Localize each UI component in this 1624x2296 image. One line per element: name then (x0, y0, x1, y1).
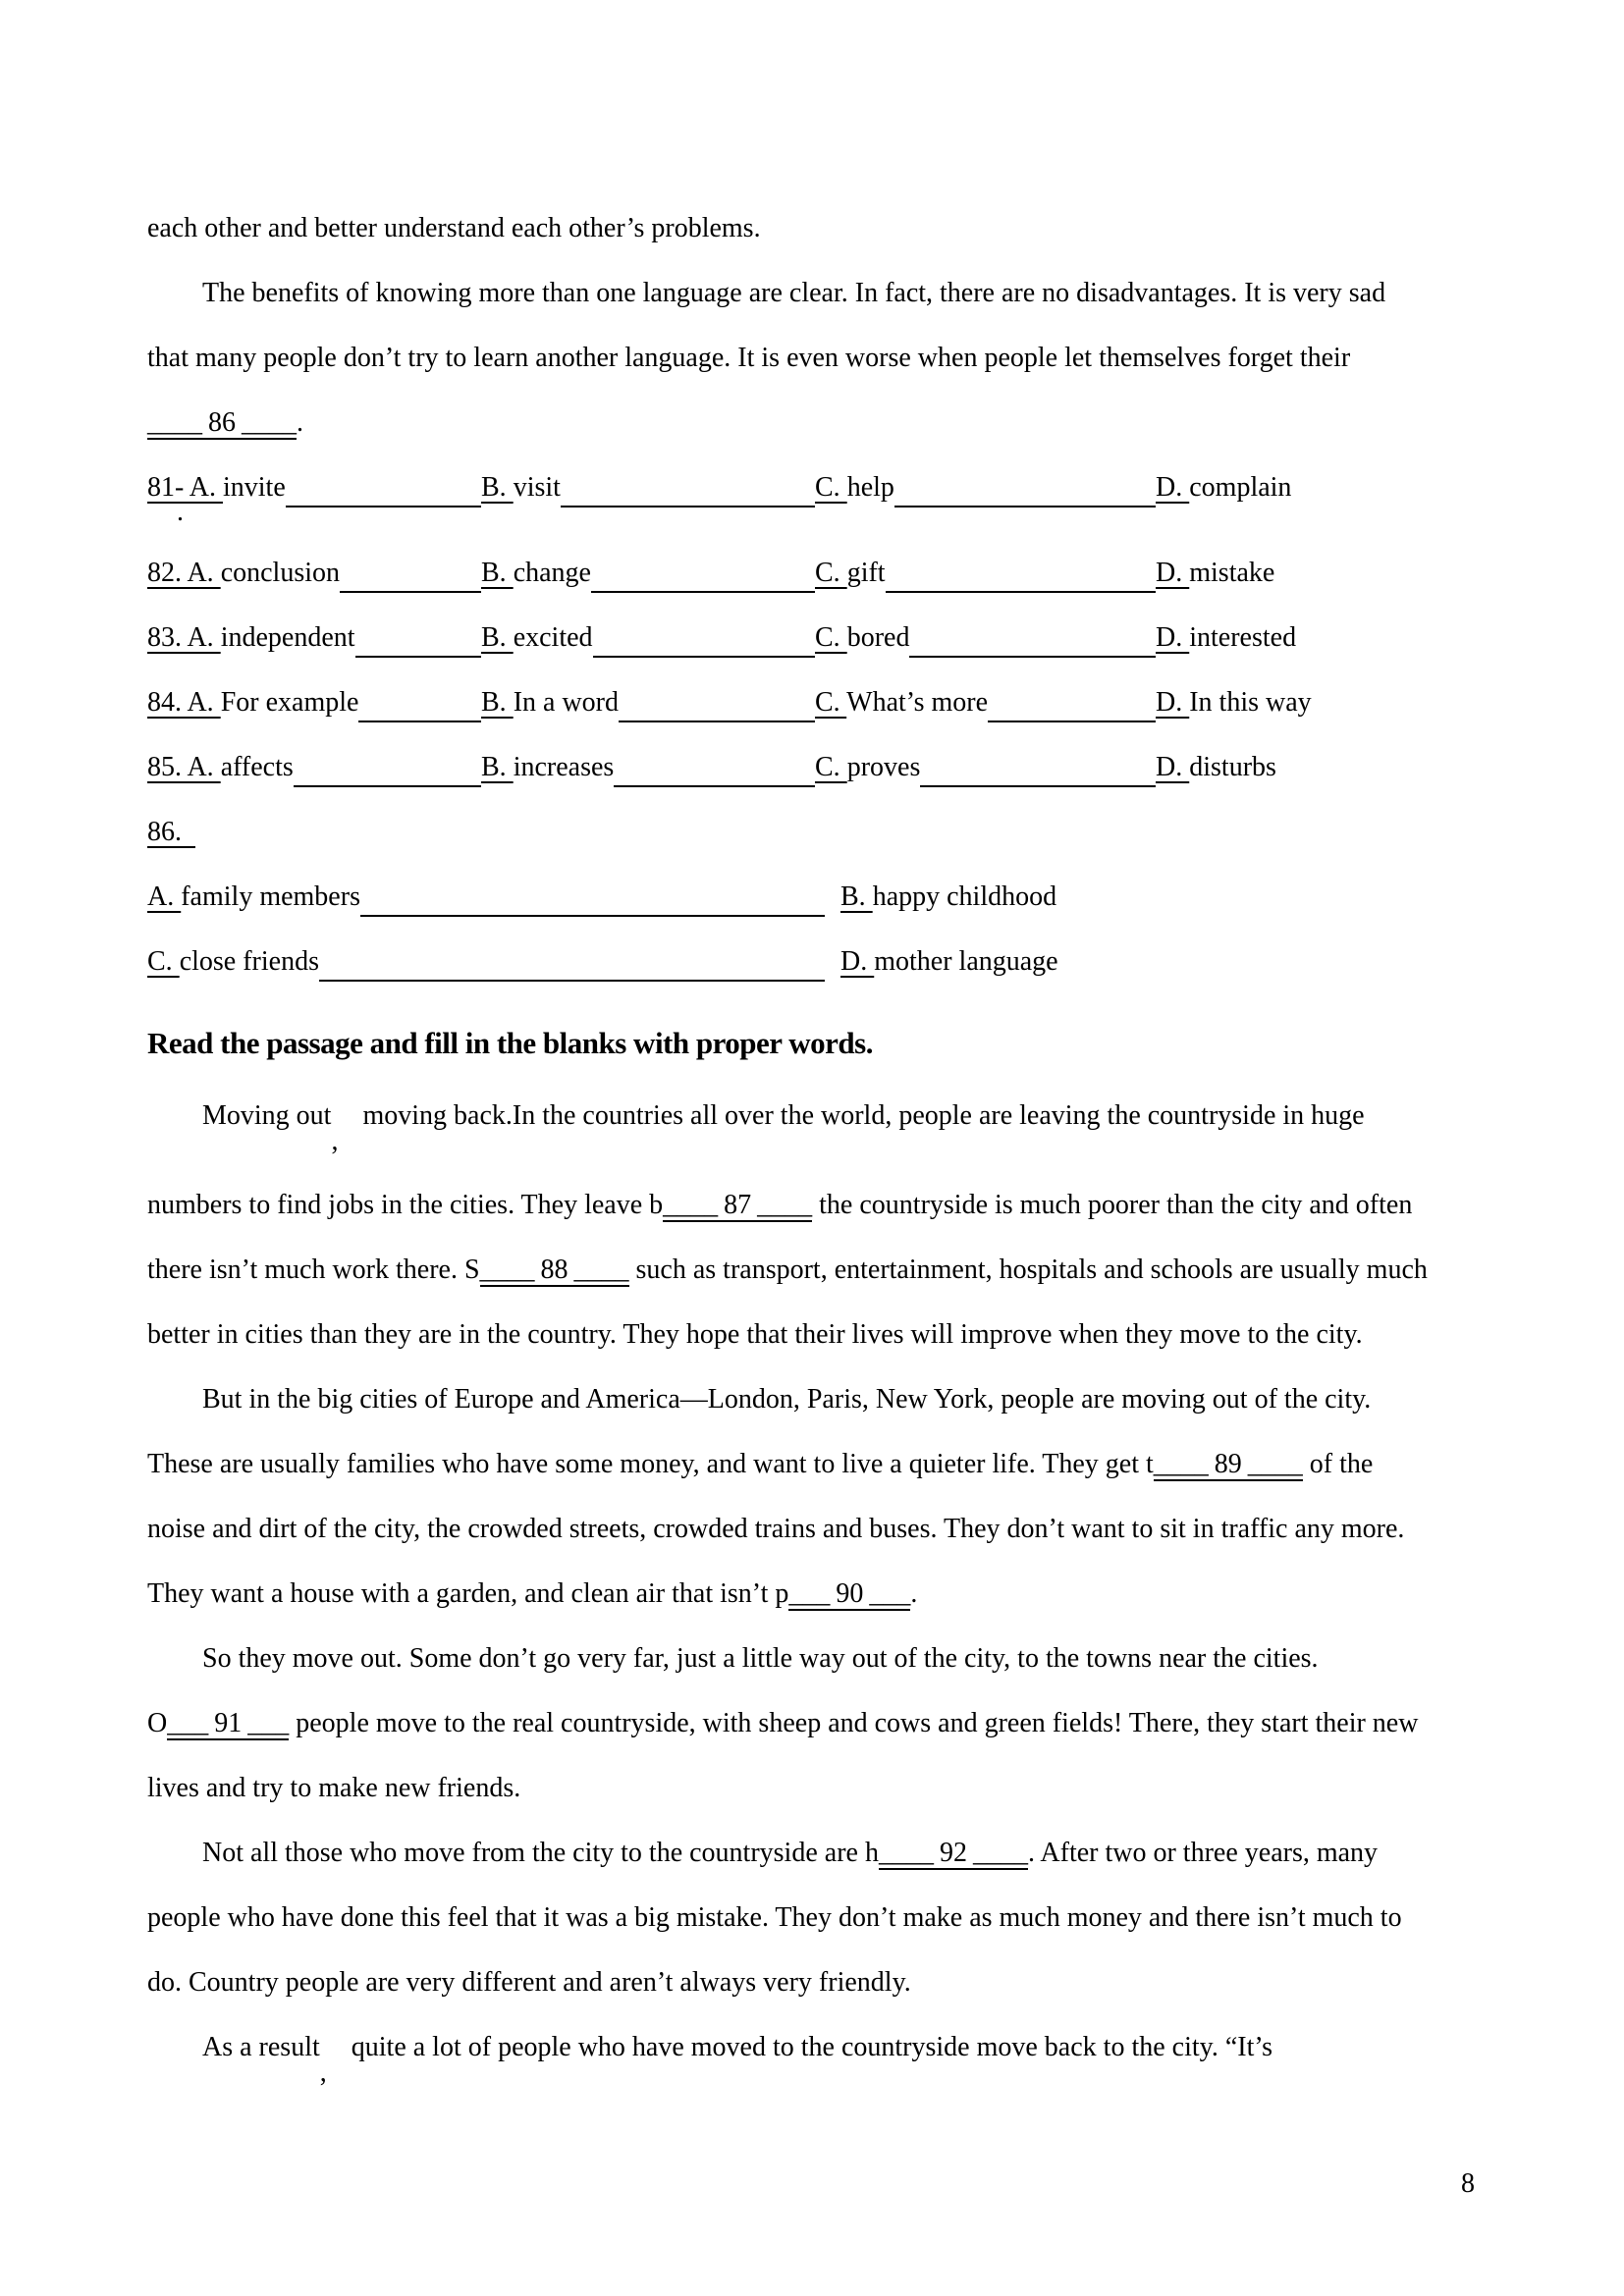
option-label: C. (815, 622, 847, 653)
option-label: D. (1156, 472, 1190, 503)
option-label: D. (840, 946, 875, 977)
option-b: B. happy childhood (840, 881, 1057, 912)
option-a: 83. A. independent (147, 606, 481, 670)
answer-blank-line (920, 785, 1156, 787)
question-86-options (147, 865, 1492, 994)
mc-question-row-82 (147, 541, 1492, 606)
answer-blank-line (358, 721, 481, 722)
text-line: O___ 91 ___ people move to the real countryside, with sheep and cows and green fields! There, they start their new (147, 1708, 1419, 1738)
answer-blank-line (909, 656, 1156, 658)
answer-blank-line (340, 591, 481, 593)
fill-blank-88: ____ 88 ____ (479, 1255, 629, 1285)
option-b: B. increases (481, 735, 815, 800)
answer-blank-line (319, 980, 825, 982)
option-a: A. family members (147, 865, 825, 930)
option-label: C. (815, 472, 847, 503)
option-label: 85. A. (147, 752, 221, 782)
answer-blank-line (561, 506, 815, 507)
option-d: D. In this way (1156, 687, 1312, 718)
intro-paragraph (147, 196, 1492, 455)
option-d: D. mistake (1156, 558, 1275, 588)
fullwidth-comma: , (331, 1126, 339, 1156)
page-number: 8 (1461, 2168, 1475, 2199)
option-label: 81- A. (147, 472, 223, 503)
option-b: B. visit (481, 455, 815, 520)
option-c: C. gift (815, 541, 1156, 606)
text-line: They want a house with a garden, and clean air that isn’t p___ 90 ___. (147, 1578, 918, 1609)
text-line: do. Country people are very different and aren’t always very friendly. (147, 1967, 911, 1998)
question-86-option-row (147, 865, 1492, 930)
text-line: ____ 86 ____. (147, 407, 303, 438)
answer-blank-line (593, 656, 815, 658)
cloze-passage (147, 1084, 1492, 2088)
option-a: 82. A. conclusion (147, 541, 481, 606)
mc-question-row-84 (147, 670, 1492, 735)
option-label: D. (1156, 558, 1190, 588)
option-label: D. (1156, 622, 1190, 653)
answer-blank-line (286, 506, 481, 507)
text-line: The benefits of knowing more than one language are clear. In fact, there are no disadvantages. It is very sad (202, 278, 1386, 308)
mc-question-row-81 (147, 455, 1492, 527)
option-label: 84. A. (147, 687, 221, 718)
option-label: 82. A. (147, 558, 221, 588)
text-line: So they move out. Some don’t go very far, just a little way out of the city, to the towns near the cities. (202, 1643, 1319, 1674)
option-label: D. (1156, 752, 1190, 782)
text-line: These are usually families who have some money, and want to live a quieter life. They get t____ 89 ____ of the (147, 1449, 1374, 1479)
fill-blank-87: ____ 87 ____ (663, 1190, 813, 1220)
fill-blank-86: ____ 86 ____ (147, 407, 297, 438)
option-a: 81- A. invite (147, 455, 481, 520)
answer-blank-line (988, 721, 1156, 722)
fill-blank-92: ____ 92 ____ (878, 1838, 1028, 1868)
option-label: B. (481, 472, 514, 503)
answer-blank-line (614, 785, 815, 787)
option-label: 83. A. (147, 622, 221, 653)
option-label: B. (481, 687, 514, 718)
option-label: B. (481, 558, 514, 588)
option-label: C. (815, 687, 847, 718)
mc-question-row-83 (147, 606, 1492, 670)
option-c: C. bored (815, 606, 1156, 670)
text-line: But in the big cities of Europe and America—London, Paris, New York, people are moving out of the city. (202, 1384, 1372, 1415)
answer-blank-line (591, 591, 815, 593)
option-d: D. complain (1156, 472, 1292, 503)
text-line: there isn’t much work there. S____ 88 ____ such as transport, entertainment, hospitals and schools are usually much (147, 1255, 1428, 1285)
answer-blank-line (355, 656, 481, 658)
text-line: Not all those who move from the city to the countryside are h____ 92 ____. After two or three years, many (202, 1838, 1379, 1868)
option-c: C. help (815, 455, 1156, 520)
answer-blank-line (894, 506, 1156, 507)
option-c: C. proves (815, 735, 1156, 800)
option-label: D. (1156, 687, 1190, 718)
text-line: that many people don’t try to learn another language. It is even worse when people let themselves forget their (147, 343, 1351, 373)
option-d: D. disturbs (1156, 752, 1276, 782)
option-a: 85. A. affects (147, 735, 481, 800)
question-86-number-line (147, 800, 1492, 865)
option-d: D. mother language (840, 946, 1058, 977)
option-label: C. (815, 558, 847, 588)
option-a: 84. A. For example (147, 670, 481, 735)
option-label: A. (147, 881, 182, 912)
option-b: B. excited (481, 606, 815, 670)
text-line: each other and better understand each other’s problems. (147, 213, 761, 243)
text-line: lives and try to make new friends. (147, 1773, 521, 1803)
text-line: better in cities than they are in the country. They hope that their lives will improve when they move to the city. (147, 1319, 1363, 1350)
option-label: C. (147, 946, 180, 977)
option-c: C. close friends (147, 930, 825, 994)
text-line: numbers to find jobs in the cities. They leave b____ 87 ____ the countryside is much poorer than the city and often (147, 1190, 1413, 1220)
text-line: noise and dirt of the city, the crowded streets, crowded trains and buses. They don’t want to sit in traffic any more. (147, 1514, 1405, 1544)
text-line: people who have done this feel that it was a big mistake. They don’t make as much money and there isn’t much to (147, 1902, 1402, 1933)
question-86-option-row (147, 930, 1492, 994)
page-content (147, 196, 1492, 2105)
option-b: B. change (481, 541, 815, 606)
answer-blank-line (360, 915, 825, 917)
fullwidth-comma: , (319, 2057, 327, 2088)
option-label: B. (481, 752, 514, 782)
option-label: B. (481, 622, 514, 653)
text-line: As a result,quite a lot of people who have moved to the countryside move back to the city. “It’s (147, 2015, 1492, 2080)
option-d: D. interested (1156, 622, 1297, 653)
mc-question-row-85 (147, 735, 1492, 800)
option-label: C. (815, 752, 847, 782)
text-line: Moving out,moving back.In the countries all over the world, people are leaving the countryside in huge (147, 1084, 1492, 1148)
answer-blank-line (886, 591, 1156, 593)
section-heading: Read the passage and fill in the blanks with proper words. (147, 1026, 873, 1060)
option-b: B. In a word (481, 670, 815, 735)
answer-blank-line (619, 721, 815, 722)
stray-period: . (177, 497, 184, 527)
option-label: B. (840, 881, 873, 912)
multiple-choice-questions (147, 455, 1492, 800)
fill-blank-90: ___ 90 ___ (788, 1578, 911, 1609)
question-number: 86. (147, 817, 195, 847)
answer-blank-line (294, 785, 481, 787)
fill-blank-89: ____ 89 ____ (1153, 1449, 1303, 1479)
option-c: C. What’s more (815, 670, 1156, 735)
fill-blank-91: ___ 91 ___ (167, 1708, 290, 1738)
